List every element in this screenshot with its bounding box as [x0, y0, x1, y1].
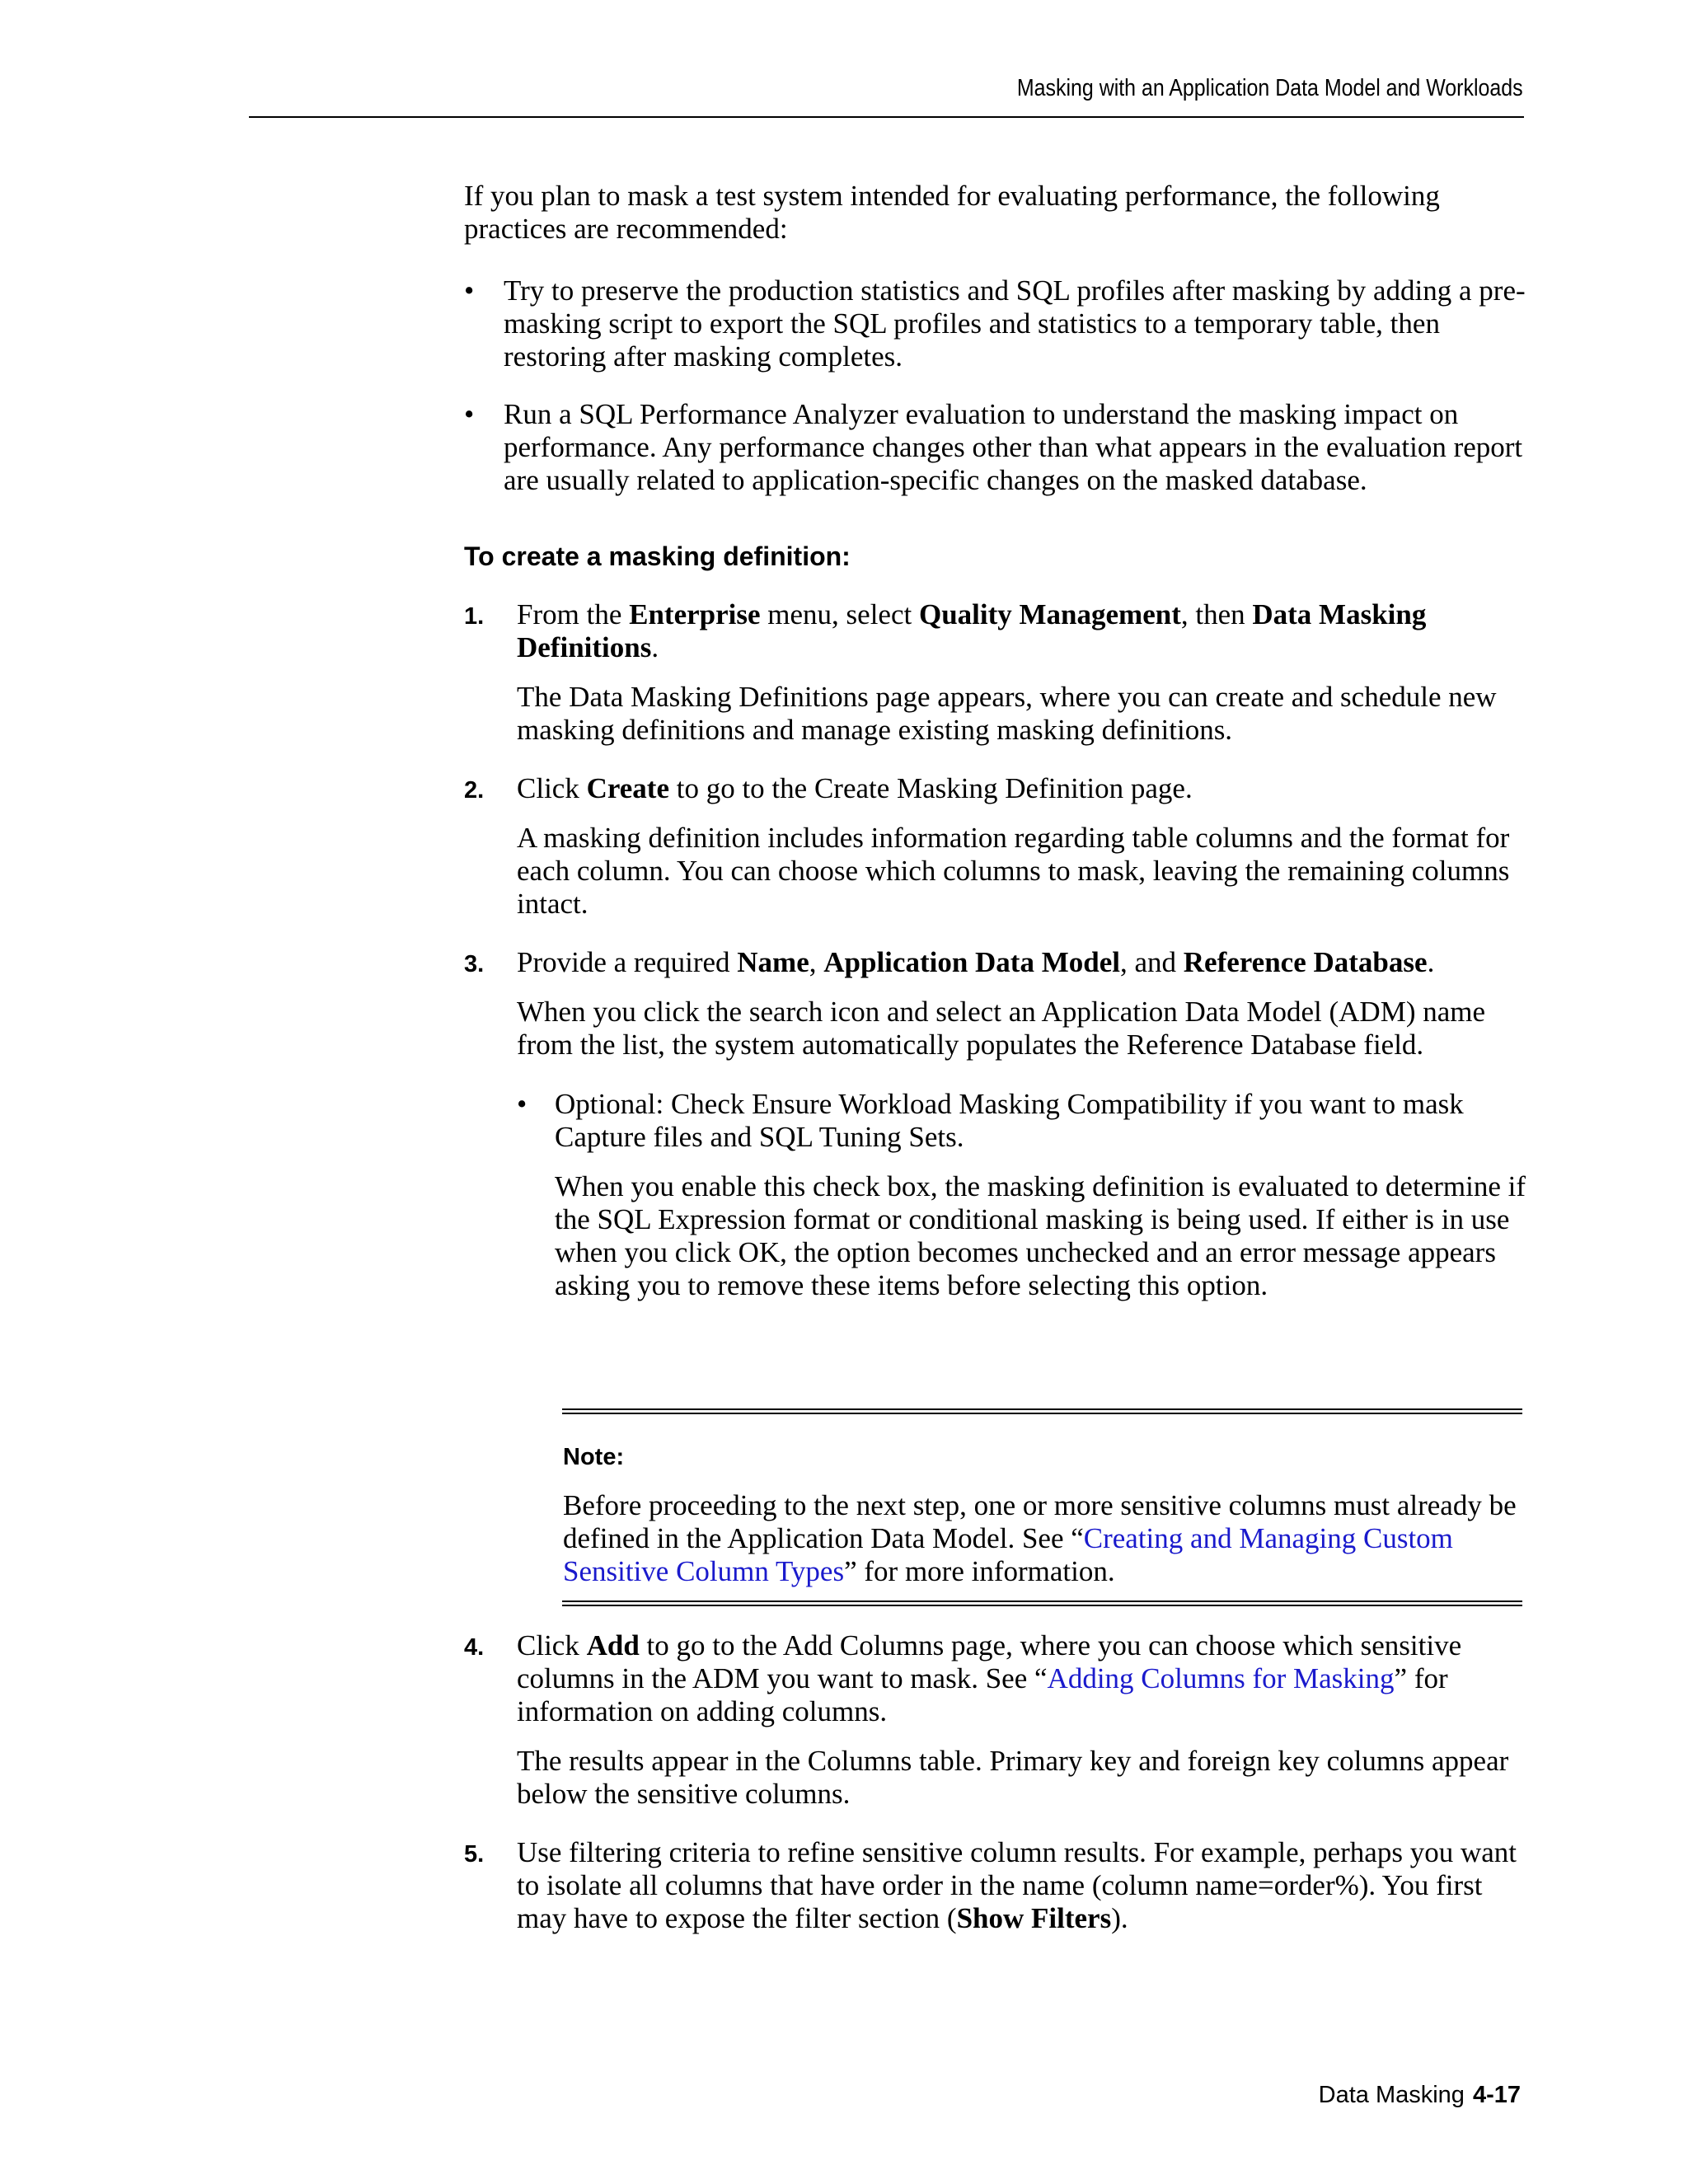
list-item — [464, 398, 1527, 497]
field-adm-label: Application Data Model — [823, 946, 1120, 978]
menu-quality-management: Quality Management — [918, 598, 1181, 630]
note-rule-top — [562, 1408, 1522, 1414]
step-detail: When you click the search icon and select an Application Data Model (ADM) name from the list, the system automatically populates the Reference Database field. — [517, 996, 1486, 1061]
note-rule-bottom — [562, 1601, 1522, 1606]
step-number: 2. — [464, 777, 485, 804]
page-number: 4-17 — [1472, 2082, 1521, 2108]
step-detail: The results appear in the Columns table. Primary key and foreign key columns appear below the sensitive columns. — [517, 1745, 1509, 1810]
step-number: 3. — [464, 951, 485, 977]
list-item-text: Try to preserve the production statistics and SQL profiles after masking by adding a pre-masking script to export the SQL profiles and statistics to a temporary table, then restoring after masking completes. — [504, 274, 1526, 373]
sub-bullet-text: Optional: Check Ensure Workload Masking Compatibility if you want to mask Capture files and SQL Tuning Sets. — [555, 1088, 1464, 1153]
field-reference-database-label: Reference Database — [1183, 946, 1428, 978]
note-text: Before proceeding to the next step, one or more sensitive columns must already be defined in the Application Data Model. See “Creating and Managing Custom Sensitive Column Types” for more information. — [563, 1489, 1517, 1587]
step-number: 4. — [464, 1634, 485, 1661]
step-5 — [464, 1836, 1527, 1952]
step-detail: The Data Masking Definitions page appears, where you can create and schedule new masking definitions and manage existing masking definitions. — [517, 681, 1497, 746]
sub-bullet-item — [517, 1088, 1527, 1302]
field-name-label: Name — [737, 946, 809, 978]
intro-paragraph: If you plan to mask a test system intended for evaluating performance, the following practices are recommended: — [464, 180, 1440, 245]
menu-data-masking-definitions: Data Masking Definitions — [517, 598, 1427, 663]
menu-enterprise: Enterprise — [629, 598, 761, 630]
list-item-text: Run a SQL Performance Analyzer evaluation to understand the masking impact on performance. Any performance changes other than what appears in the evaluation report are usually related to application-specific changes on the masked database. — [504, 398, 1523, 496]
sub-bullet-detail: When you enable this check box, the masking definition is evaluated to determine if the SQL Expression format or conditional masking is being used. If either is in use when you click OK, the option becomes unchecked and an error message appears asking you to remove these items before selecting this option. — [555, 1170, 1526, 1301]
link-creating-custom-sensitive-column-types[interactable]: Creating and Managing Custom Sensitive Column Types — [563, 1522, 1453, 1587]
step-instruction: Click Add to go to the Add Columns page, where you can choose which sensitive columns in the ADM you want to mask. See “Adding Columns for Masking” for information on adding columns. — [517, 1629, 1462, 1727]
step-detail: A masking definition includes information regarding table columns and the format for each column. You can choose which columns to mask, leaving the remaining columns intact. — [517, 822, 1510, 920]
bullet-icon: • — [464, 398, 475, 430]
running-header: Masking with an Application Data Model and Workloads — [1017, 75, 1523, 101]
list-item — [464, 274, 1527, 373]
step-1 — [464, 598, 1527, 763]
step-instruction: Use filtering criteria to refine sensitive column results. For example, perhaps you want to isolate all columns that have order in the name (column name=order%). You first may have to expose the filter section (Show Filters). — [517, 1836, 1517, 1934]
step-instruction: Provide a required Name, Application Data Model, and Reference Database. — [517, 946, 1435, 978]
step-number: 1. — [464, 603, 485, 630]
step-3 — [464, 946, 1527, 1319]
step-4 — [464, 1629, 1527, 1827]
note-box — [562, 1408, 1522, 1606]
step-number: 5. — [464, 1841, 485, 1868]
footer-section: Data Masking — [1318, 2082, 1465, 2108]
recommendations-list — [464, 274, 1527, 522]
procedure-heading: To create a masking definition: — [464, 541, 851, 571]
bullet-icon: • — [517, 1088, 528, 1120]
show-filters-label: Show Filters — [956, 1902, 1112, 1934]
add-label: Add — [586, 1629, 640, 1661]
step-instruction: From the Enterprise menu, select Quality Management, then Data Masking Definitions. — [517, 598, 1427, 663]
page-footer — [1319, 2082, 1521, 2109]
note-title: Note: — [563, 1444, 625, 1470]
step-2 — [464, 772, 1527, 937]
step-instruction: Click Create to go to the Create Masking Definition page. — [517, 772, 1193, 804]
bullet-icon: • — [464, 274, 475, 307]
create-label: Create — [586, 772, 669, 804]
header-rule — [249, 116, 1524, 118]
link-adding-columns-for-masking[interactable]: Adding Columns for Masking — [1047, 1662, 1395, 1694]
